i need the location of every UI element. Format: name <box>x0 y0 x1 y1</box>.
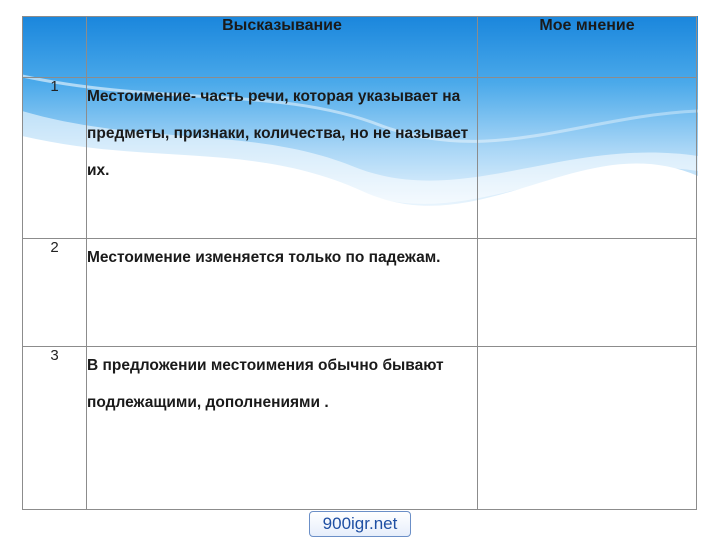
row-statement: Местоимение изменяется только по падежам. <box>87 239 478 347</box>
opinion-cell[interactable] <box>478 239 697 347</box>
header-opinion: Мое мнение <box>478 17 697 78</box>
row-number: 1 <box>23 78 87 239</box>
header-number <box>23 17 87 78</box>
table-row <box>23 239 697 347</box>
opinion-cell[interactable] <box>478 347 697 510</box>
watermark-link[interactable]: 900igr.net <box>309 511 411 537</box>
row-number: 3 <box>23 347 87 510</box>
table-row <box>23 78 697 239</box>
opinion-cell[interactable] <box>478 78 697 239</box>
statements-table <box>22 16 697 510</box>
header-row <box>23 17 697 78</box>
header-statement: Высказывание <box>87 17 478 78</box>
row-number: 2 <box>23 239 87 347</box>
table-row <box>23 347 697 510</box>
row-statement: Местоимение- часть речи, которая указывает на предметы, признаки, количества, но не называет их. <box>87 78 478 239</box>
row-statement: В предложении местоимения обычно бывают подлежащими, дополнениями . <box>87 347 478 510</box>
